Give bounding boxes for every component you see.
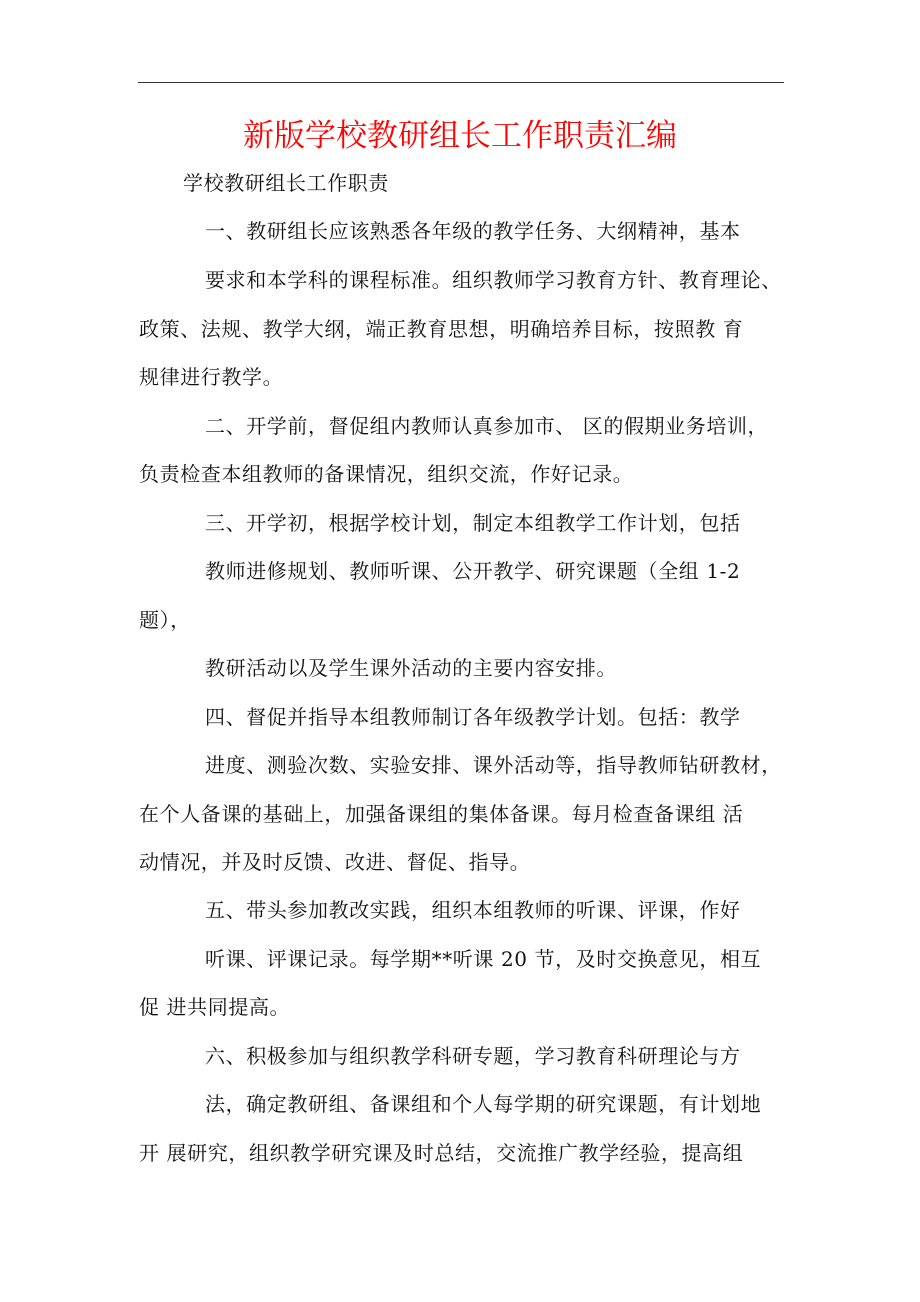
text-line: 进度、测验次数、实验安排、课外活动等，指导教师钻研教材， — [205, 753, 782, 777]
text-line: 教研活动以及学生课外活动的主要内容安排。 — [205, 656, 617, 680]
text-line: 五、带头参加教改实践，组织本组教师的听课、评课，作好 — [205, 898, 741, 922]
text-line: 教师进修规划、教师听课、公开教学、研究课题（全组 1-2 — [205, 559, 741, 583]
text-line: 一、教研组长应该熟悉各年级的教学任务、大纲精神，基本 — [205, 219, 741, 243]
text-line: 负责检查本组教师的备课情况，组织交流，作好记录。 — [139, 462, 634, 486]
text-line: 要求和本学科的课程标准。组织教师学习教育方针、教育理论、 — [205, 268, 782, 292]
text-line: 听课、评课记录。每学期**听课 20 节，及时交换意见，相互 — [205, 947, 762, 971]
text-line: 在个人备课的基础上，加强备课组的集体备课。每月检查备课组 活 — [139, 802, 744, 826]
text-line: 动情况，并及时反馈、改进、督促、指导。 — [139, 850, 531, 874]
text-line: 开 展研究，组织教学研究课及时总结，交流推广教学经验，提高组 — [139, 1141, 744, 1165]
section-heading: 学校教研组长工作职责 — [183, 171, 389, 195]
text-line: 二、开学前，督促组内教师认真参加市、 区的假期业务培训， — [205, 414, 769, 438]
text-line: 题）， — [139, 608, 191, 632]
document-title: 新版学校教研组长工作职责汇编 — [243, 118, 677, 154]
text-line: 规律进行教学。 — [139, 365, 284, 389]
text-line: 促 进共同提高。 — [139, 995, 291, 1019]
text-line: 政策、法规、教学大纲，端正教育思想，明确培养目标，按照教 育 — [139, 317, 744, 341]
text-line: 四、督促并指导本组教师制订各年级教学计划。包括：教学 — [205, 705, 741, 729]
text-line: 六、积极参加与组织教学科研专题，学习教育科研理论与方 — [205, 1044, 741, 1068]
header-rule — [138, 82, 784, 83]
text-line: 三、开学初，根据学校计划，制定本组教学工作计划，包括 — [205, 511, 741, 535]
text-line: 法，确定教研组、备课组和个人每学期的研究课题，有计划地 — [205, 1092, 762, 1116]
